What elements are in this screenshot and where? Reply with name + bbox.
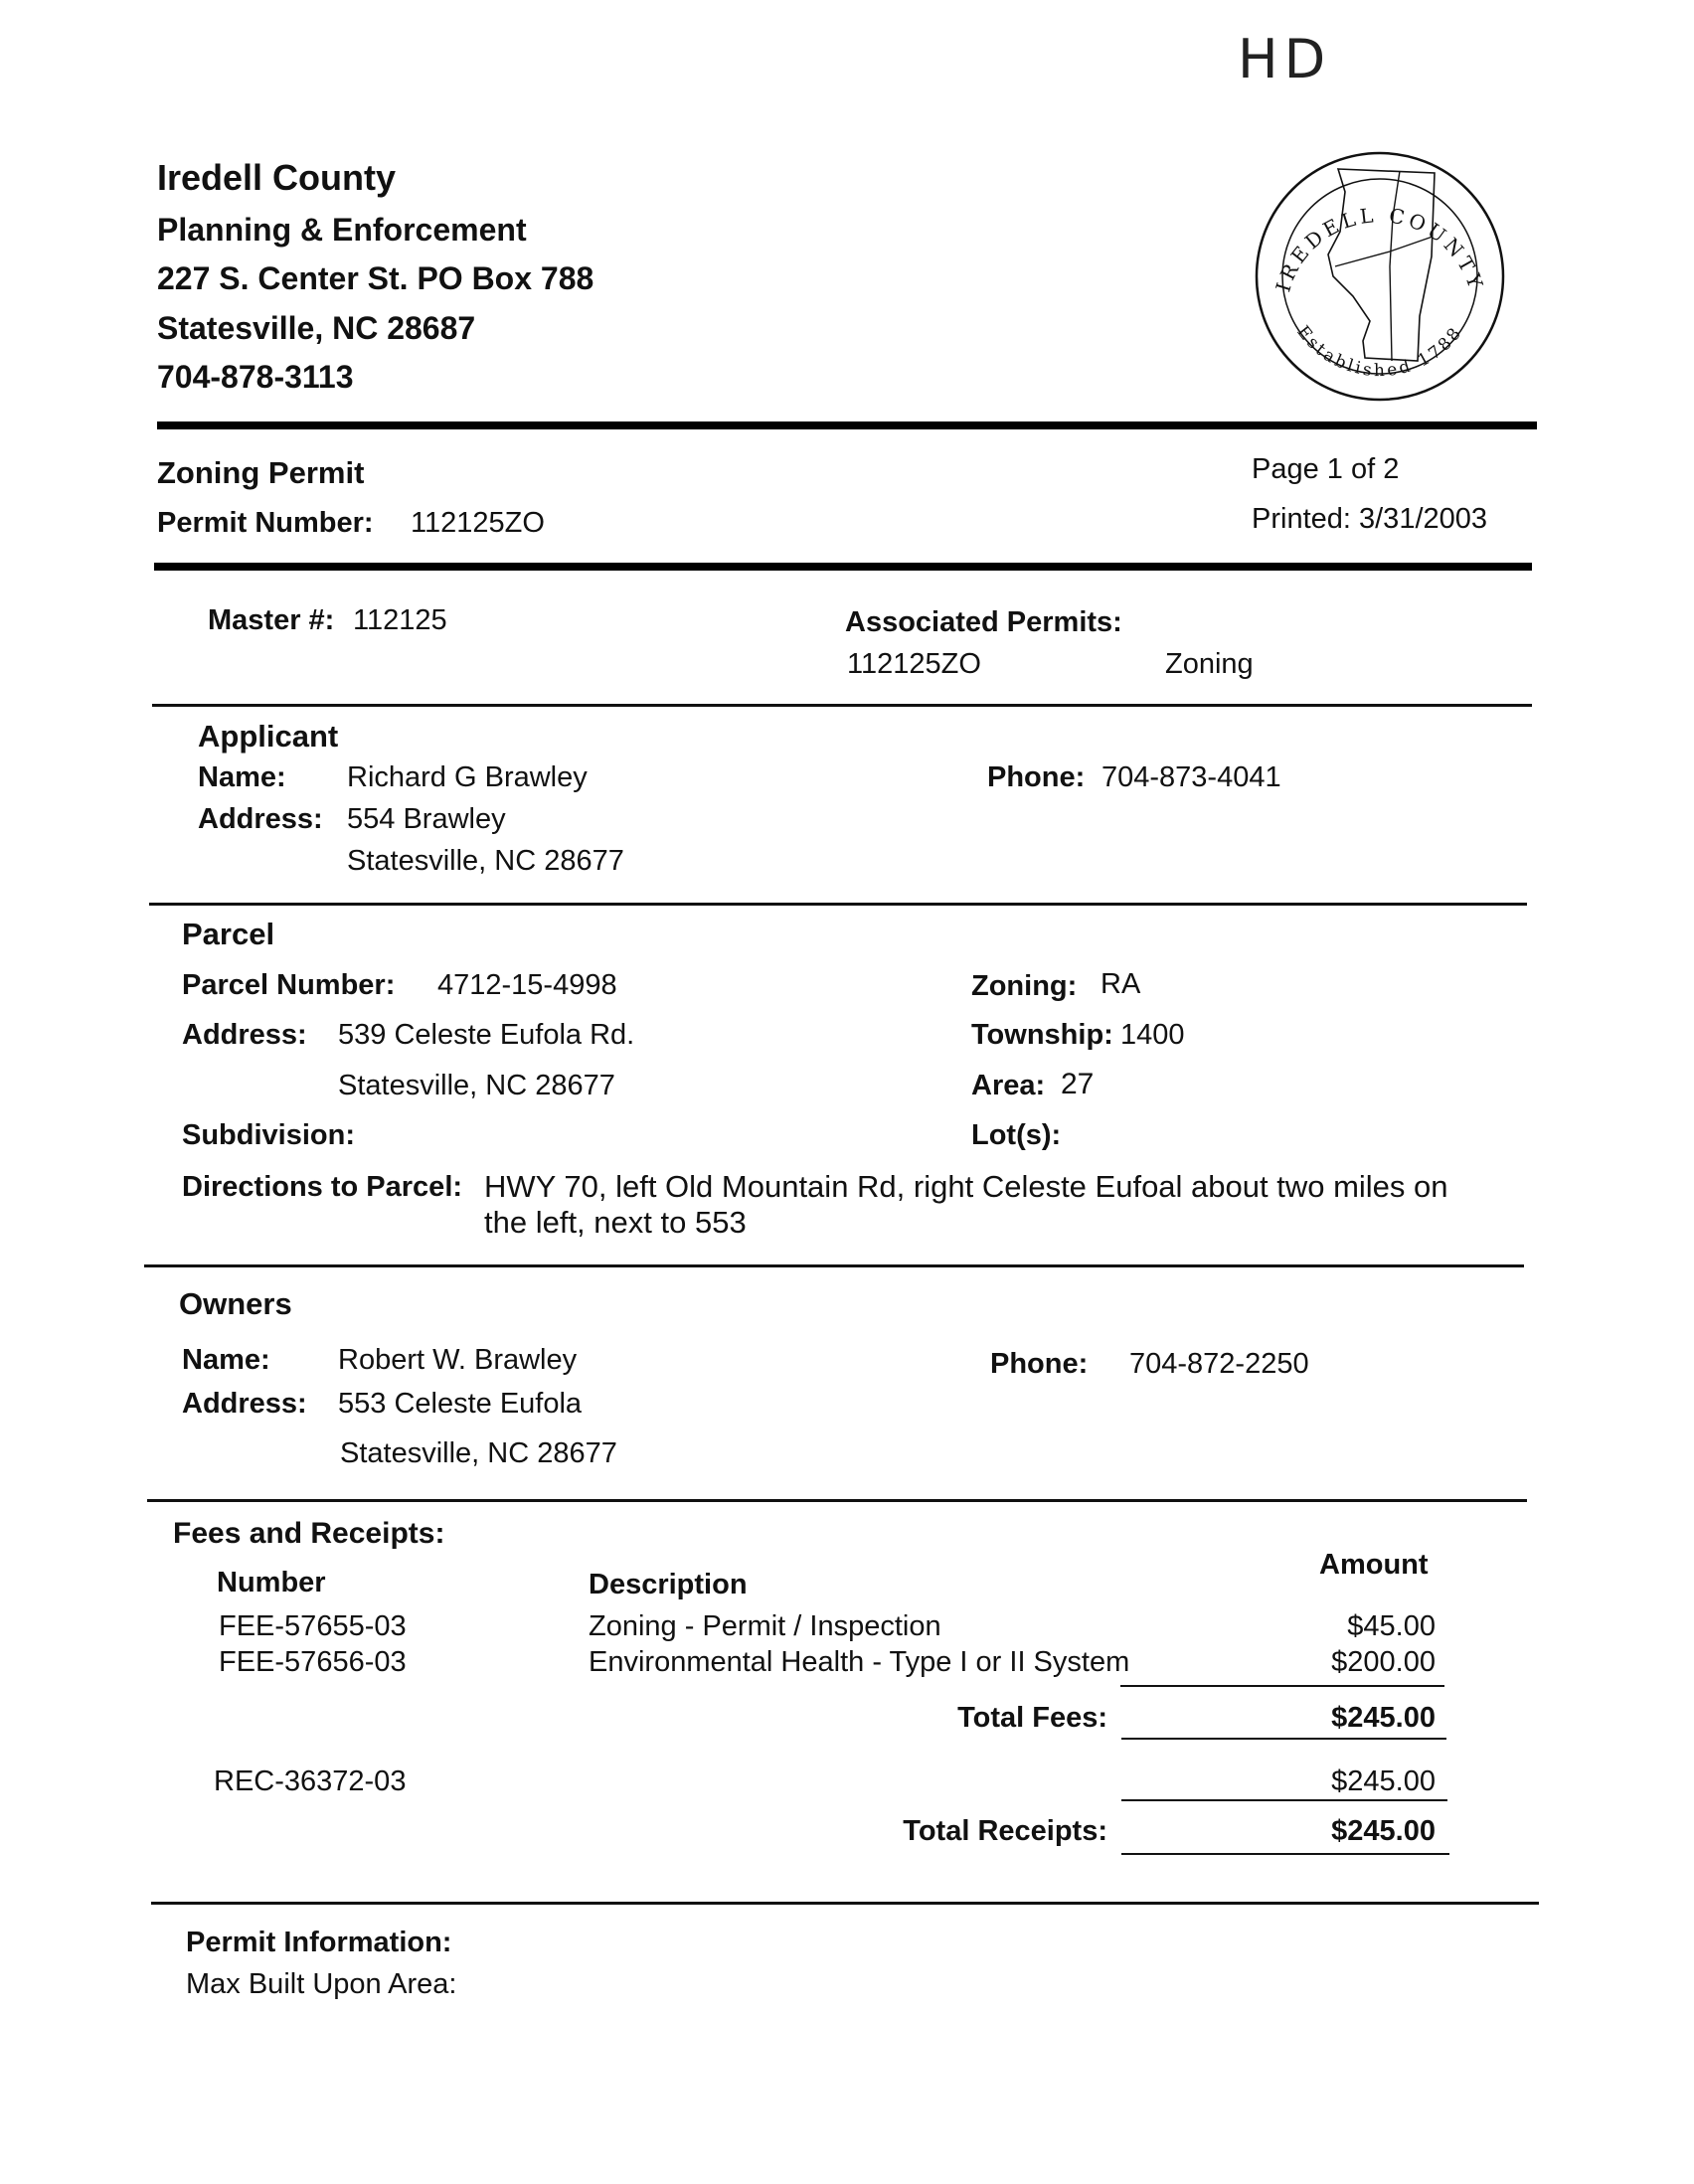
county-seal-icon <box>1251 147 1509 406</box>
fee-description: Environmental Health - Type I or II System <box>589 1646 1130 1678</box>
fees-title: Fees and Receipts: <box>173 1517 445 1550</box>
directions-line2: the left, next to 553 <box>484 1205 747 1240</box>
total-fees-value: $245.00 <box>1331 1702 1436 1734</box>
associated-permit-type: Zoning <box>1165 648 1254 680</box>
owner-address-line2: Statesville, NC 28677 <box>340 1437 617 1469</box>
applicant-title: Applicant <box>198 719 339 754</box>
fee-amount: $200.00 <box>1331 1646 1436 1678</box>
parcel-number-label: Parcel Number: <box>182 969 396 1001</box>
owners-title: Owners <box>179 1286 292 1321</box>
owner-address-line1: 553 Celeste Eufola <box>338 1388 583 1420</box>
applicant-address-line2: Statesville, NC 28677 <box>347 845 624 877</box>
owner-name-label: Name: <box>182 1344 270 1376</box>
applicant-phone: 704-873-4041 <box>1101 761 1281 793</box>
parcel-number: 4712-15-4998 <box>437 969 617 1001</box>
parcel-address-line1: 539 Celeste Eufola Rd. <box>338 1019 635 1051</box>
permit-title: Zoning Permit <box>157 455 365 490</box>
applicant-name-label: Name: <box>198 761 286 793</box>
divider <box>154 563 1532 571</box>
svg-text:Established 1788: Established 1788 <box>1292 322 1467 382</box>
col-header-amount: Amount <box>1319 1549 1429 1581</box>
fee-number: FEE-57656-03 <box>219 1646 407 1678</box>
fee-description: Zoning - Permit / Inspection <box>589 1610 941 1642</box>
applicant-address-label: Address: <box>198 803 323 835</box>
divider <box>144 1264 1524 1267</box>
permit-number-label: Permit Number: <box>157 507 374 539</box>
applicant-address-line1: 554 Brawley <box>347 803 506 835</box>
org-phone: 704-878-3113 <box>157 359 354 395</box>
parcel-address-line2: Statesville, NC 28677 <box>338 1070 615 1101</box>
owner-name: Robert W. Brawley <box>338 1344 578 1376</box>
fee-amount: $45.00 <box>1347 1610 1436 1642</box>
subdivision-label: Subdivision: <box>182 1119 355 1151</box>
fee-number: FEE-57655-03 <box>219 1610 407 1642</box>
total-fees-label: Total Fees: <box>957 1702 1107 1734</box>
permit-number: 112125ZO <box>411 507 545 539</box>
parcel-address-label: Address: <box>182 1019 307 1051</box>
directions-label: Directions to Parcel: <box>182 1171 463 1203</box>
col-header-number: Number <box>217 1567 326 1598</box>
associated-permit-number: 112125ZO <box>847 648 981 680</box>
applicant-phone-label: Phone: <box>987 761 1086 793</box>
master-number: 112125 <box>353 604 447 636</box>
township-label: Township: <box>971 1019 1113 1051</box>
divider <box>1120 1685 1444 1687</box>
zoning-label: Zoning: <box>971 970 1078 1002</box>
divider <box>1121 1853 1449 1855</box>
area-label: Area: <box>971 1070 1046 1101</box>
divider <box>1121 1738 1446 1740</box>
max-built-upon-area-label: Max Built Upon Area: <box>186 1968 457 2000</box>
divider <box>151 1902 1539 1905</box>
total-receipts-label: Total Receipts: <box>903 1815 1107 1847</box>
org-address-line2: Statesville, NC 28687 <box>157 310 476 346</box>
org-address-line1: 227 S. Center St. PO Box 788 <box>157 260 594 296</box>
area-value: 27 <box>1061 1068 1095 1100</box>
parcel-title: Parcel <box>182 917 275 951</box>
lots-label: Lot(s): <box>971 1119 1062 1151</box>
page-indicator: Page 1 of 2 <box>1252 453 1400 485</box>
divider <box>149 903 1527 906</box>
org-name: Iredell County <box>157 157 397 198</box>
divider <box>152 704 1532 707</box>
receipt-number: REC-36372-03 <box>214 1765 407 1797</box>
owner-phone-label: Phone: <box>990 1348 1089 1380</box>
department: Planning & Enforcement <box>157 212 527 248</box>
directions-line1: HWY 70, left Old Mountain Rd, right Celeste Eufoal about two miles on <box>484 1169 1448 1204</box>
total-receipts-value: $245.00 <box>1331 1815 1436 1847</box>
divider <box>157 421 1537 429</box>
applicant-name: Richard G Brawley <box>347 761 588 793</box>
owner-address-label: Address: <box>182 1388 307 1420</box>
col-header-description: Description <box>589 1569 748 1600</box>
township-value: 1400 <box>1120 1019 1185 1051</box>
printed-date: Printed: 3/31/2003 <box>1252 503 1488 535</box>
divider <box>147 1499 1527 1502</box>
divider <box>1121 1799 1447 1801</box>
receipt-amount: $245.00 <box>1331 1765 1436 1797</box>
handwritten-annotation: HD <box>1238 28 1332 90</box>
permit-info-title: Permit Information: <box>186 1927 452 1958</box>
owner-phone: 704-872-2250 <box>1129 1348 1309 1380</box>
svg-text:IREDELL COUNTY: IREDELL COUNTY <box>1270 203 1489 295</box>
associated-permits-label: Associated Permits: <box>845 606 1122 638</box>
master-label: Master #: <box>208 604 335 636</box>
zoning-value: RA <box>1101 968 1141 1000</box>
